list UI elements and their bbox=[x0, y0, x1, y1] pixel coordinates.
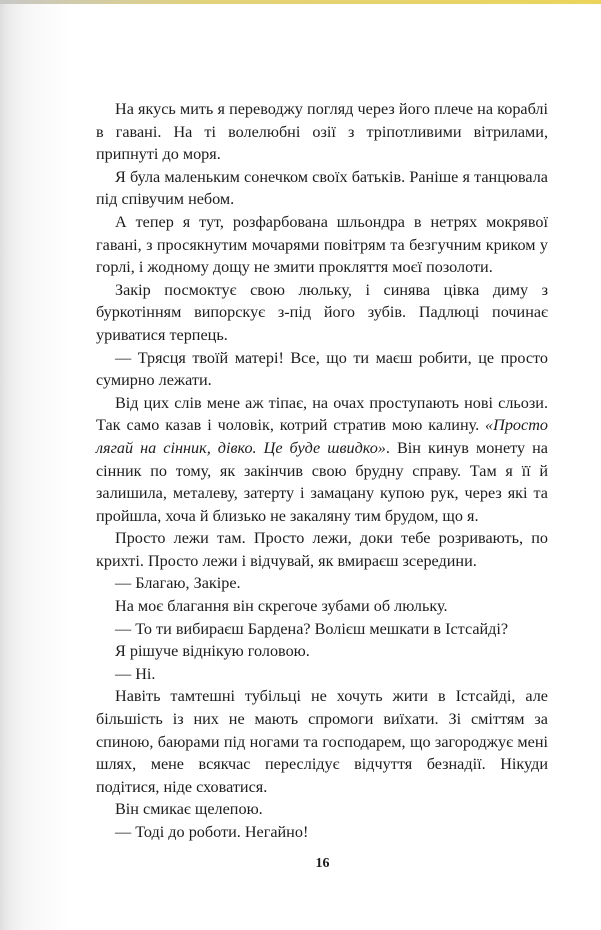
paragraph-dialogue: — Тоді до роботи. Негайно! bbox=[115, 823, 309, 841]
paragraph: Просто лежи там. Просто лежи, доки тебе розривають, по крихті. Просто лежи і відчувай, як вмираєш зсередини. bbox=[96, 529, 548, 570]
book-spine-shadow bbox=[0, 4, 70, 930]
page-body bbox=[96, 98, 548, 844]
paragraph-text: Від цих слів мене аж тіпає, на очах проступають нові сльози. Так само казав і чоловік, котрий стратив мою калину. bbox=[96, 393, 548, 435]
paragraph-dialogue: — Ні. bbox=[115, 664, 156, 683]
page-number: 16 bbox=[315, 856, 330, 871]
paragraph: Він смикає щелепою. bbox=[115, 800, 263, 819]
paragraph bbox=[96, 392, 548, 528]
paragraph: Я рішуче віднікую головою. bbox=[115, 642, 310, 661]
paragraph-text: . Він кинув монету на сінник по тому, як закінчив свою брудну справу. Там я її й залишила, металеву, затерту і замацану купою рук, через які та пройшла, хоча й близько не закаляну тим брудом, що я. bbox=[96, 438, 548, 525]
paragraph-dialogue: — Благаю, Закіре. bbox=[115, 574, 241, 593]
paragraph: Закір посмоктує свою люльку, і синява цівка диму з буркотінням випорскує з-під його зубів. Падлюці починає уриватися терпець. bbox=[96, 280, 548, 344]
paragraph: Навіть тамтешні тубільці не хочуть жити в Істсайді, але більшість із них не мають спромоги виїхати. Зі сміттям за спиною, баюрами під ногами та господарем, що загороджує мені шлях, мене всякчас переслідує відчуття безнадії. Нікуди подітися, ніде сховатися. bbox=[96, 687, 548, 796]
page-top-edge bbox=[0, 0, 601, 4]
paragraph: На моє благання він скрегоче зубами об люльку. bbox=[115, 597, 448, 616]
paragraph: На якусь мить я переводжу погляд через його плече на кораблі в гавані. На ті волелюбні озії з тріпотливими вітрилами, припнуті до моря. bbox=[96, 100, 548, 164]
paragraph-dialogue: — То ти вибираєш Бардена? Волієш мешкати в Істсайді? bbox=[115, 619, 509, 638]
paragraph-dialogue: — Трясця твоїй матері! Все, що ти маєш робити, це просто сумирно лежати. bbox=[96, 348, 548, 390]
italic-quote: «Просто лягай на сінник, дівко. Це буде швидко» bbox=[96, 416, 548, 457]
paragraph: Я була маленьким сонечком своїх батьків. Раніше я танцювала під співучим небом. bbox=[96, 167, 548, 209]
paragraph: А тепер я тут, розфарбована шльондра в нетрях мокрявої гавані, з просякнутим мочарями повітрям та безгучним криком у горлі, і жодному дощу не змити прокляття моєї позолоти. bbox=[96, 212, 548, 277]
